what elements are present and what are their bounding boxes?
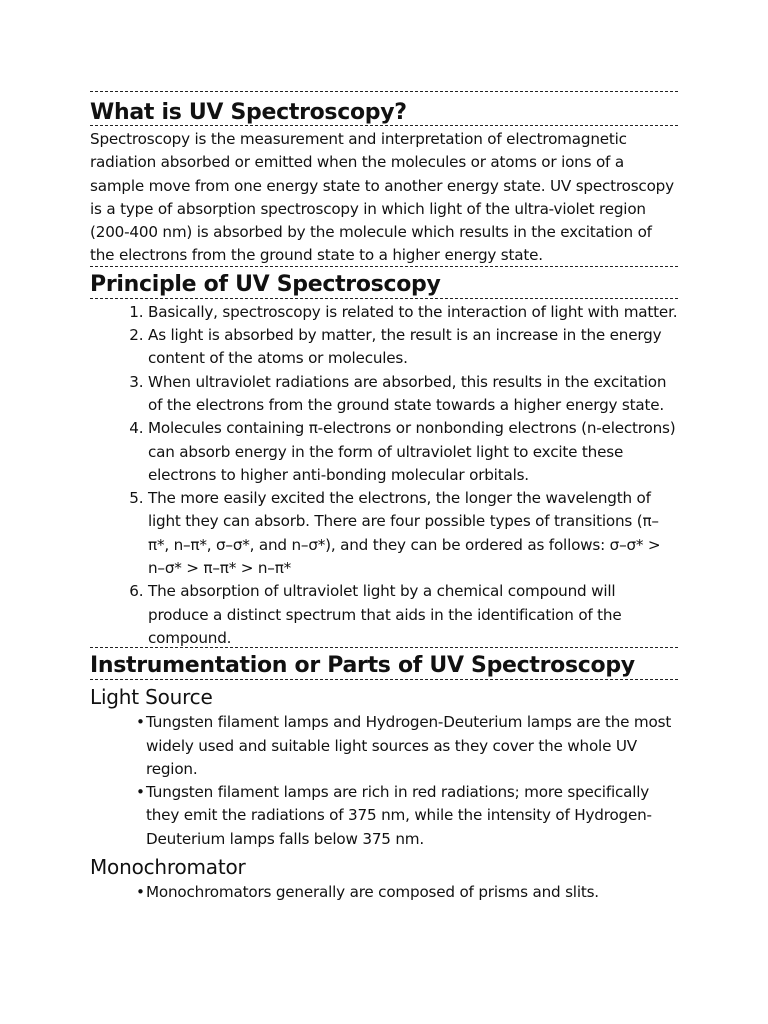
section-heading-principle: Principle of UV Spectroscopy xyxy=(90,271,441,297)
list-item: 3. When ultraviolet radiations are absorbed, this results in the excitation of the electrons from the ground state towards a higher energy state. xyxy=(148,371,678,418)
section-heading-what-is-uv: What is UV Spectroscopy? xyxy=(90,100,407,125)
bullet-icon: • xyxy=(136,783,145,802)
list-item-text: Monochromators generally are composed of prisms and slits. xyxy=(146,883,599,902)
list-item: 1. Basically, spectroscopy is related to the interaction of light with matter. xyxy=(148,301,678,324)
light-source-list xyxy=(90,711,678,851)
bullet-icon: • xyxy=(136,713,145,732)
list-item xyxy=(126,711,678,781)
document-page xyxy=(90,80,678,904)
monochromator-list xyxy=(90,881,678,904)
list-item-text: Tungsten filament lamps are rich in red radiations; more specifically they emit the radiations of 375 nm, while the intensity of Hydrogen-Deuterium lamps falls below 375 nm. xyxy=(146,783,652,848)
subheading-light-source: Light Source xyxy=(90,685,213,710)
bullet-icon: • xyxy=(136,883,145,902)
list-item-text: Tungsten filament lamps and Hydrogen-Deuterium lamps are the most widely used and suitable light sources as they cover the whole UV region. xyxy=(146,713,672,778)
list-item xyxy=(126,781,678,851)
dashed-divider xyxy=(90,91,678,92)
principle-list xyxy=(90,301,678,650)
intro-paragraph: Spectroscopy is the measurement and interpretation of electromagnetic radiation absorbed or emitted when the molecules or atoms or ions of a sample move from one energy state to another energy state. UV spectroscopy is a type of absorption spectroscopy in which light of the ultra-violet region (200-400 nm) is absorbed by the molecule which results in the excitation of the electrons from the ground state to a higher energy state. xyxy=(90,130,674,265)
list-item: 2. As light is absorbed by matter, the result is an increase in the energy content of the atoms or molecules. xyxy=(148,324,678,371)
list-item: 5. The more easily excited the electrons, the longer the wavelength of light they can absorb. There are four possible types of transitions (π–π*, n–π*, σ–σ*, and n–σ*), and they can be ordered as follows: σ–σ* > n–σ* > π–π* > n–π* xyxy=(148,487,678,580)
list-item: 6. The absorption of ultraviolet light by a chemical compound will produce a distinct spectrum that aids in the identification of the compound. xyxy=(148,580,678,650)
list-item xyxy=(126,881,678,904)
section-heading-instrumentation: Instrumentation or Parts of UV Spectroscopy xyxy=(90,653,635,679)
subheading-monochromator: Monochromator xyxy=(90,855,246,880)
list-item: 4. Molecules containing π-electrons or nonbonding electrons (n-electrons) can absorb energy in the form of ultraviolet light to excite these electrons to higher anti-bonding molecular orbitals. xyxy=(148,417,678,487)
